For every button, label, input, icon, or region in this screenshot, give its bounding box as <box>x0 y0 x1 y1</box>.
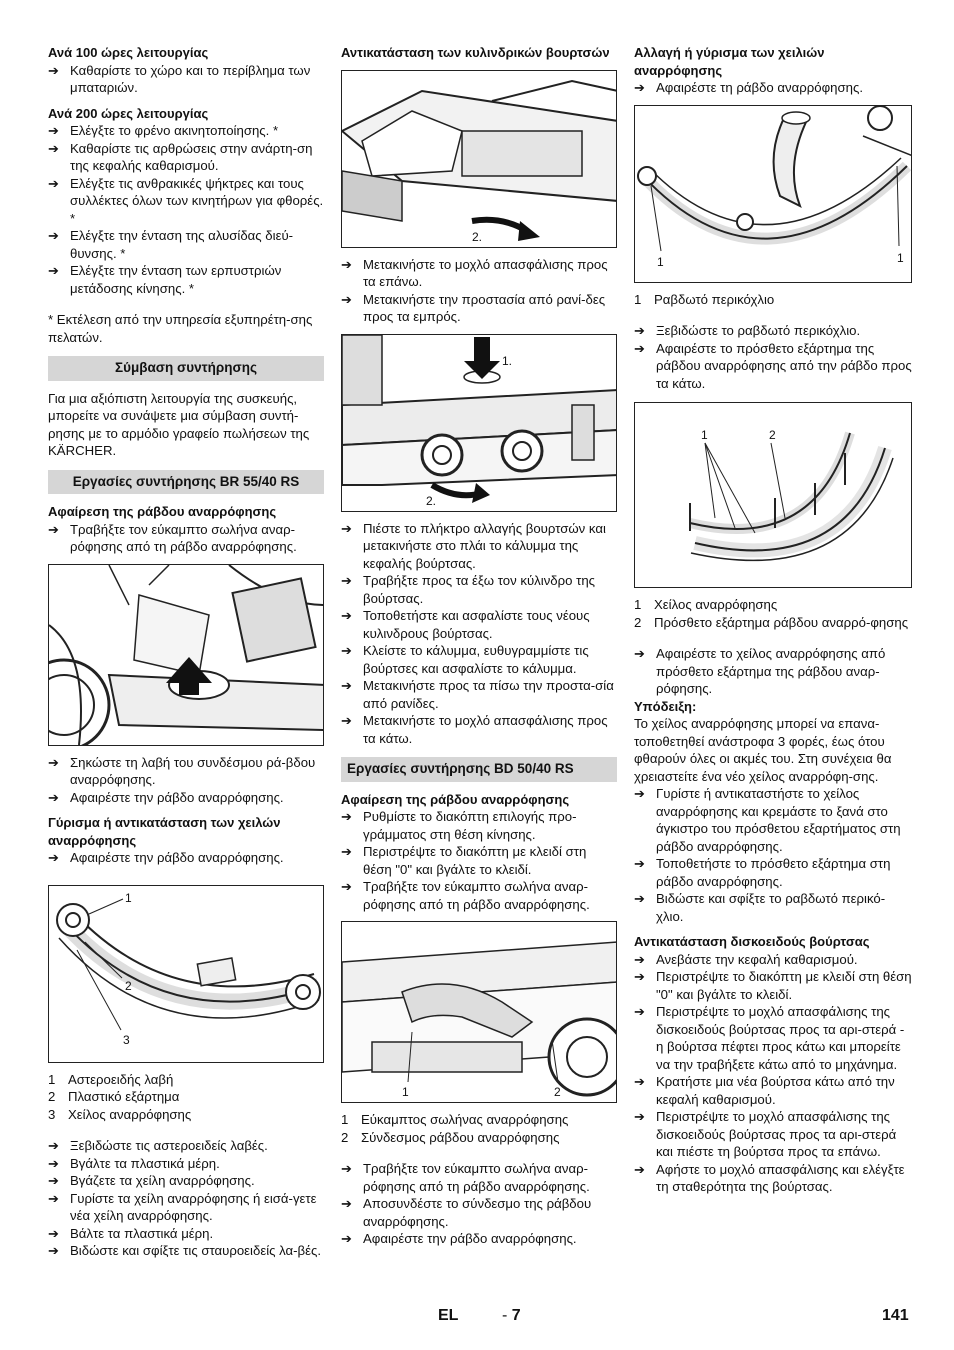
steps-change-3 <box>634 645 912 698</box>
heading-change-lips: Αλλαγή ή γύρισμα των χειλιών αναρρόφησης <box>634 45 825 78</box>
step-item <box>634 1003 912 1073</box>
footer-separator: - <box>502 1307 508 1324</box>
steps-change-2 <box>634 322 912 392</box>
svg-text:1: 1 <box>701 428 708 442</box>
arrow-right-icon: ➔ <box>634 1004 645 1019</box>
step-item <box>341 572 617 607</box>
arrow-right-icon: ➔ <box>634 646 645 661</box>
step-text: Περιστρέψτε το διακόπτη με κλειδί στη θέση "0" και βγάλτε το κλειδί. <box>363 844 587 877</box>
legend-number: 1 <box>634 291 642 307</box>
step-item <box>634 322 912 340</box>
step-item <box>634 890 912 925</box>
arrow-right-icon: ➔ <box>341 291 352 307</box>
step-item <box>48 1242 324 1260</box>
step-text: Ελέγξτε το φρένο ακινητοποίησης. * <box>70 123 279 138</box>
legend-item <box>48 1088 324 1106</box>
step-item <box>48 849 324 867</box>
step-item <box>48 62 324 97</box>
legend-text: Χείλος αναρρόφησης <box>68 1106 192 1122</box>
step-item <box>48 227 324 262</box>
step-text: Αφαιρέστε το χείλος αναρρόφησης από πρόσθετο εξάρτημα της ράβδου αναρ-ρόφησης. <box>656 646 886 696</box>
section-br55: Εργασίες συντήρησης BR 55/40 RS <box>48 470 324 495</box>
step-text: Αφαιρέστε τη ράβδο αναρρόφησης. <box>656 80 863 95</box>
arrow-right-icon: ➔ <box>341 713 352 728</box>
step-item <box>634 968 912 1003</box>
steps-remove-1 <box>48 521 324 556</box>
steps-200h <box>48 122 324 297</box>
footer-page-number: 7 <box>511 1307 521 1324</box>
step-item <box>341 843 617 878</box>
legend-number: 2 <box>341 1129 349 1145</box>
heading-100h: Ανά 100 ώρες λειτουργίας <box>48 45 209 60</box>
step-text: Αφαιρέστε την ράβδο αναρρόφησης. <box>363 1231 577 1246</box>
step-text: Αφήστε το μοχλό απασφάλισης και ελέγξτε τη σταθερότητα της βούρτσας. <box>656 1161 905 1194</box>
footer-page-total: 141 <box>882 1307 909 1324</box>
step-item <box>341 1195 617 1230</box>
step-text: Αποσυνδέστε το σύνδεσμο της ράβδου αναρρόφησης. <box>363 1196 592 1229</box>
steps-lips-2 <box>48 1137 324 1260</box>
step-text: Περιστρέψτε το διακόπτη με κλειδί στη θέση "0" και βγάλτε το κλειδί. <box>656 969 912 1002</box>
step-text: Ξεβιδώστε τις αστεροειδείς λαβές. <box>70 1138 268 1153</box>
arrow-right-icon: ➔ <box>634 786 645 801</box>
step-item <box>341 642 617 677</box>
arrow-right-icon: ➔ <box>48 1225 59 1241</box>
step-item <box>341 808 617 843</box>
step-item <box>341 291 617 326</box>
arrow-right-icon: ➔ <box>48 789 59 805</box>
arrow-right-icon: ➔ <box>341 809 352 824</box>
step-item <box>634 1073 912 1108</box>
step-text: Περιστρέψτε το μοχλό απασφάλισης της δισκοειδούς βούρτσας προς τα αρι-στερά - η βούρτσα πέφτει προς κάτω και μπορείτε να την τραβήξετε κάτω από το μηχάνημα. <box>656 1004 905 1072</box>
steps-remove-2 <box>48 754 324 807</box>
arrow-right-icon: ➔ <box>48 228 59 243</box>
legend-number: 3 <box>48 1106 56 1122</box>
svg-text:1: 1 <box>402 1085 409 1099</box>
figure-release-lever <box>341 70 617 248</box>
section-bd50: Εργασίες συντήρησης BD 50/40 RS <box>341 757 617 782</box>
step-item <box>634 1161 912 1196</box>
step-item <box>341 1160 617 1195</box>
step-item <box>341 607 617 642</box>
legend-squeegee <box>48 1071 324 1124</box>
step-text: Καθαρίστε το χώρο και το περίβλημα των μπαταριών. <box>70 62 311 95</box>
arrow-right-icon: ➔ <box>634 891 645 906</box>
steps-100h <box>48 62 324 97</box>
legend-item <box>634 614 912 632</box>
step-text: Μετακινήστε το μοχλό απασφάλισης προς τα κάτω. <box>363 713 608 746</box>
figure-knurled-nut <box>634 105 912 283</box>
step-item <box>634 340 912 393</box>
step-text: Σηκώστε τη λαβή του συνδέσμου ρά-βδου αναρρόφησης. <box>70 754 316 787</box>
step-text: Ελέγξτε τις ανθρακικές ψήκτρες και τους συλλέκτες όλων των κινητήρων για φθορές. * <box>70 175 324 226</box>
legend-number: 2 <box>48 1089 56 1104</box>
steps-change-4 <box>634 785 912 925</box>
figure-step-2-label-b: 2. <box>426 493 437 508</box>
step-text: Αφαιρέστε το πρόσθετο εξάρτημα της ράβδου αναρρόφησης από την ράβδο προς τα κάτω. <box>656 340 912 391</box>
steps-change-1 <box>634 79 912 97</box>
step-text: Τοποθετήστε και ασφαλίστε τους νέους κυλινδρους βούρτσας. <box>363 608 590 641</box>
arrow-right-icon: ➔ <box>48 521 59 537</box>
step-text: Τραβήξτε τον εύκαμπτο σωλήνα αναρ-ρόφησης από τη ράβδο αναρρόφησης. <box>70 521 297 554</box>
contract-text: Για μια αξιόπιστη λειτουργία της συσκευής, μπορείτε να συνάψετε μια σύμβαση συντή-ρησης με το αρμόδιο γραφείο πωλήσεων της KÄRCHER. <box>48 390 310 458</box>
svg-text:1: 1 <box>897 250 904 265</box>
arrow-right-icon: ➔ <box>634 323 645 338</box>
arrow-right-icon: ➔ <box>341 256 352 272</box>
figure-squeegee-parts <box>48 885 324 1063</box>
legend-knurled <box>634 291 912 309</box>
step-text: Μετακινήστε την προστασία από ρανί-δες προς τα εμπρός. <box>363 291 606 324</box>
step-text: Κλείστε το κάλυμμα, ευθυγραμμίστε τις βούρτσες και ασφαλίστε το κάλυμμα. <box>363 643 589 676</box>
steps-lips-1 <box>48 849 324 867</box>
heading-200h: Ανά 200 ώρες λειτουργίας <box>48 105 209 121</box>
figure-step-2-label: 2. <box>472 229 483 244</box>
step-text: Καθαρίστε τις αρθρώσεις στην ανάρτη-ση της κεφαλής καθαρισμού. <box>70 140 313 173</box>
legend-number: 1 <box>48 1071 56 1087</box>
arrow-right-icon: ➔ <box>341 1231 352 1246</box>
steps-brush-1 <box>341 256 617 326</box>
arrow-right-icon: ➔ <box>634 856 645 871</box>
step-item <box>48 175 324 228</box>
step-text: Βγάλτε τα πλαστικά μέρη. <box>70 1155 220 1171</box>
step-item <box>48 140 324 175</box>
legend-number: 2 <box>634 614 642 630</box>
step-item <box>341 677 617 712</box>
step-text: Βιδώστε και σφίξτε τις σταυροειδείς λα-βές. <box>70 1243 322 1258</box>
svg-text:3: 3 <box>123 1032 130 1047</box>
footer-language: EL <box>438 1307 459 1324</box>
arrow-right-icon: ➔ <box>48 140 59 156</box>
arrow-right-icon: ➔ <box>48 175 59 191</box>
step-text: Βάλτε τα πλαστικά μέρη. <box>70 1225 214 1241</box>
arrow-right-icon: ➔ <box>48 754 59 770</box>
arrow-right-icon: ➔ <box>48 1155 59 1171</box>
step-text: Τραβήξτε τον εύκαμπτο σωλήνα αναρ-ρόφησης από τη ράβδο αναρρόφησης. <box>363 1161 590 1194</box>
steps-remove-bd-2 <box>341 1160 617 1248</box>
step-text: Περιστρέψτε το μοχλό απασφάλισης της δισκοειδούς βούρτσας προς τα αρι-στερά και πιέστε τη βούρτσα προς τα επάνω. <box>656 1109 897 1159</box>
arrow-right-icon: ➔ <box>48 1190 59 1206</box>
steps-remove-bd-1 <box>341 808 617 913</box>
step-text: Τραβήξτε τον εύκαμπτο σωλήνα αναρ-ρόφησης από τη ράβδο αναρρόφησης. <box>363 879 590 912</box>
arrow-right-icon: ➔ <box>341 520 352 536</box>
legend-item <box>634 596 912 614</box>
step-text: Αφαιρέστε την ράβδο αναρρόφησης. <box>70 789 284 805</box>
steps-disc-brush <box>634 951 912 1196</box>
step-item <box>634 1108 912 1161</box>
step-text: Μετακινήστε προς τα πίσω την προστα-σία από ρανίδες. <box>363 678 614 711</box>
step-text: Ελέγξτε την ένταση της αλυσίδας διεύ-θυνσης. * <box>70 228 294 261</box>
heading-disc-brush: Αντικατάσταση δισκοειδούς βούρτσας <box>634 934 870 949</box>
legend-text: Πρόσθετο εξάρτημα ράβδου αναρρό-φησης <box>654 614 909 630</box>
figure-suction-hose <box>341 921 617 1103</box>
column-3 <box>634 44 912 1196</box>
step-item <box>48 1190 324 1225</box>
legend-text: Ραβδωτό περικόχλιο <box>654 291 775 307</box>
step-item <box>48 1172 324 1190</box>
arrow-right-icon: ➔ <box>634 340 645 356</box>
legend-text: Χείλος αναρρόφησης <box>654 597 778 612</box>
arrow-right-icon: ➔ <box>341 643 352 658</box>
step-item <box>48 521 324 556</box>
step-text: Αφαιρέστε την ράβδο αναρρόφησης. <box>70 850 284 865</box>
legend-item <box>48 1106 324 1124</box>
steps-brush-2 <box>341 520 617 748</box>
arrow-right-icon: ➔ <box>341 1161 352 1176</box>
arrow-right-icon: ➔ <box>634 1074 645 1089</box>
legend-item <box>48 1071 324 1089</box>
step-text: Ρυθμίστε το διακόπτη επιλογής προ-γράμματος στη θέση κίνησης. <box>363 809 577 842</box>
column-1 <box>48 44 324 1260</box>
legend-text: Εύκαμπτος σωλήνας αναρρόφησης <box>361 1112 569 1127</box>
arrow-right-icon: ➔ <box>341 573 352 588</box>
legend-text: Πλαστικό εξάρτημα <box>68 1089 180 1104</box>
step-item <box>341 878 617 913</box>
arrow-right-icon: ➔ <box>48 1243 59 1258</box>
column-2 <box>341 44 617 1248</box>
step-item <box>634 79 912 97</box>
step-item <box>634 645 912 698</box>
heading-remove-squeegee-bd: Αφαίρεση της ράβδου αναρρόφησης <box>341 791 570 807</box>
step-text: Γυρίστε ή αντικαταστήστε το χείλος αναρρόφησης και κρεμάστε το ξανά στο άγκιστρο του πρόσθετου εξαρτήματος στη ράβδο αναρρόφησης. <box>656 786 901 854</box>
step-item <box>48 122 324 140</box>
arrow-right-icon: ➔ <box>48 1138 59 1153</box>
arrow-right-icon: ➔ <box>48 850 59 865</box>
step-text: Βιδώστε και σφίξτε το ραβδωτό περικό-χλιο. <box>656 891 886 924</box>
figure-brush-cover <box>341 334 617 512</box>
arrow-right-icon: ➔ <box>341 844 352 859</box>
heading-lips: Γύρισμα ή αντικατάσταση των χειλών αναρρόφησης <box>48 815 281 848</box>
svg-text:2: 2 <box>769 428 776 442</box>
svg-text:1: 1 <box>125 890 132 905</box>
step-item <box>341 520 617 573</box>
step-text: Βγάζετε τα χείλη αναρρόφησης. <box>70 1173 255 1188</box>
arrow-right-icon: ➔ <box>341 678 352 693</box>
arrow-right-icon: ➔ <box>48 62 59 78</box>
step-item <box>48 754 324 789</box>
figure-squeegee-handle <box>48 564 324 746</box>
legend-number: 1 <box>341 1112 349 1127</box>
legend-hose <box>341 1111 617 1146</box>
footer-page <box>502 1307 521 1325</box>
step-item <box>48 789 324 807</box>
svg-text:2: 2 <box>554 1085 561 1099</box>
step-text: Τοποθετήστε το πρόσθετο εξάρτημα στη ράβδο αναρρόφησης. <box>656 856 891 889</box>
step-item <box>48 1137 324 1155</box>
hint-text: Το χείλος αναρρόφησης μπορεί να επανα-τοποθετηθεί ανάστροφα 3 φορές, έως ότου φθαρούν όλες οι ακμές του. Στη συνέχεια θα χρειαστείτε ένα νέο χείλος αναρρόφη-σης. <box>634 716 892 784</box>
step-text: Κρατήστε μια νέα βούρτσα κάτω από την κεφαλή καθαρισμού. <box>656 1074 895 1107</box>
step-text: Γυρίστε τα χείλη αναρρόφησης ή εισά-γετε νέα χείλη αναρρόφησης. <box>70 1190 317 1223</box>
step-item <box>341 1230 617 1248</box>
legend-item <box>634 291 912 309</box>
legend-number: 1 <box>634 597 642 612</box>
arrow-right-icon: ➔ <box>634 951 645 967</box>
figure-lip-attachment <box>634 402 912 588</box>
step-item <box>48 262 324 297</box>
step-text: Ανεβάστε την κεφαλή καθαρισμού. <box>656 951 858 967</box>
step-item <box>48 1155 324 1173</box>
legend-text: Σύνδεσμος ράβδου αναρρόφησης <box>361 1129 560 1145</box>
arrow-right-icon: ➔ <box>48 263 59 278</box>
legend-item <box>341 1111 617 1129</box>
step-text: Ελέγξτε την ένταση των ερπυστριών μετάδοσης κίνησης. * <box>70 263 282 296</box>
legend-text: Αστεροειδής λαβή <box>68 1071 174 1087</box>
arrow-right-icon: ➔ <box>341 879 352 894</box>
heading-remove-squeegee: Αφαίρεση της ράβδου αναρρόφησης <box>48 504 277 519</box>
arrow-right-icon: ➔ <box>341 1196 352 1211</box>
arrow-right-icon: ➔ <box>48 123 59 138</box>
arrow-right-icon: ➔ <box>634 969 645 984</box>
step-item <box>634 855 912 890</box>
step-item <box>634 785 912 855</box>
figure-step-1-label: 1. <box>502 353 513 368</box>
step-item <box>341 256 617 291</box>
step-text: Μετακινήστε το μοχλό απασφάλισης προς τα επάνω. <box>363 256 608 289</box>
svg-text:2: 2 <box>125 978 132 993</box>
arrow-right-icon: ➔ <box>634 1161 645 1177</box>
arrow-right-icon: ➔ <box>341 608 352 623</box>
step-text: Τραβήξτε προς τα έξω τον κύλινδρο της βούρτσας. <box>363 573 596 606</box>
heading-roller-brushes: Αντικατάσταση των κυλινδρικών βουρτσών <box>341 45 610 60</box>
service-note: * Εκτέλεση από την υπηρεσία εξυπηρέτη-σης πελατών. <box>48 312 313 345</box>
step-item <box>634 951 912 969</box>
step-text: Πιέστε το πλήκτρο αλλαγής βουρτσών και μετακινήστε στο πλάι το κάλυμμα της κεφαλής βούρτσας. <box>363 520 606 571</box>
arrow-right-icon: ➔ <box>48 1173 59 1188</box>
step-item <box>341 712 617 747</box>
section-contract: Σύμβαση συντήρησης <box>48 356 324 381</box>
legend-item <box>341 1129 617 1147</box>
hint-heading: Υπόδειξη: <box>634 698 697 714</box>
step-item <box>48 1225 324 1243</box>
svg-text:1: 1 <box>657 254 664 269</box>
arrow-right-icon: ➔ <box>634 1109 645 1124</box>
legend-lip <box>634 596 912 631</box>
step-text: Ξεβιδώστε το ραβδωτό περικόχλιο. <box>656 323 861 338</box>
arrow-right-icon: ➔ <box>634 80 645 95</box>
